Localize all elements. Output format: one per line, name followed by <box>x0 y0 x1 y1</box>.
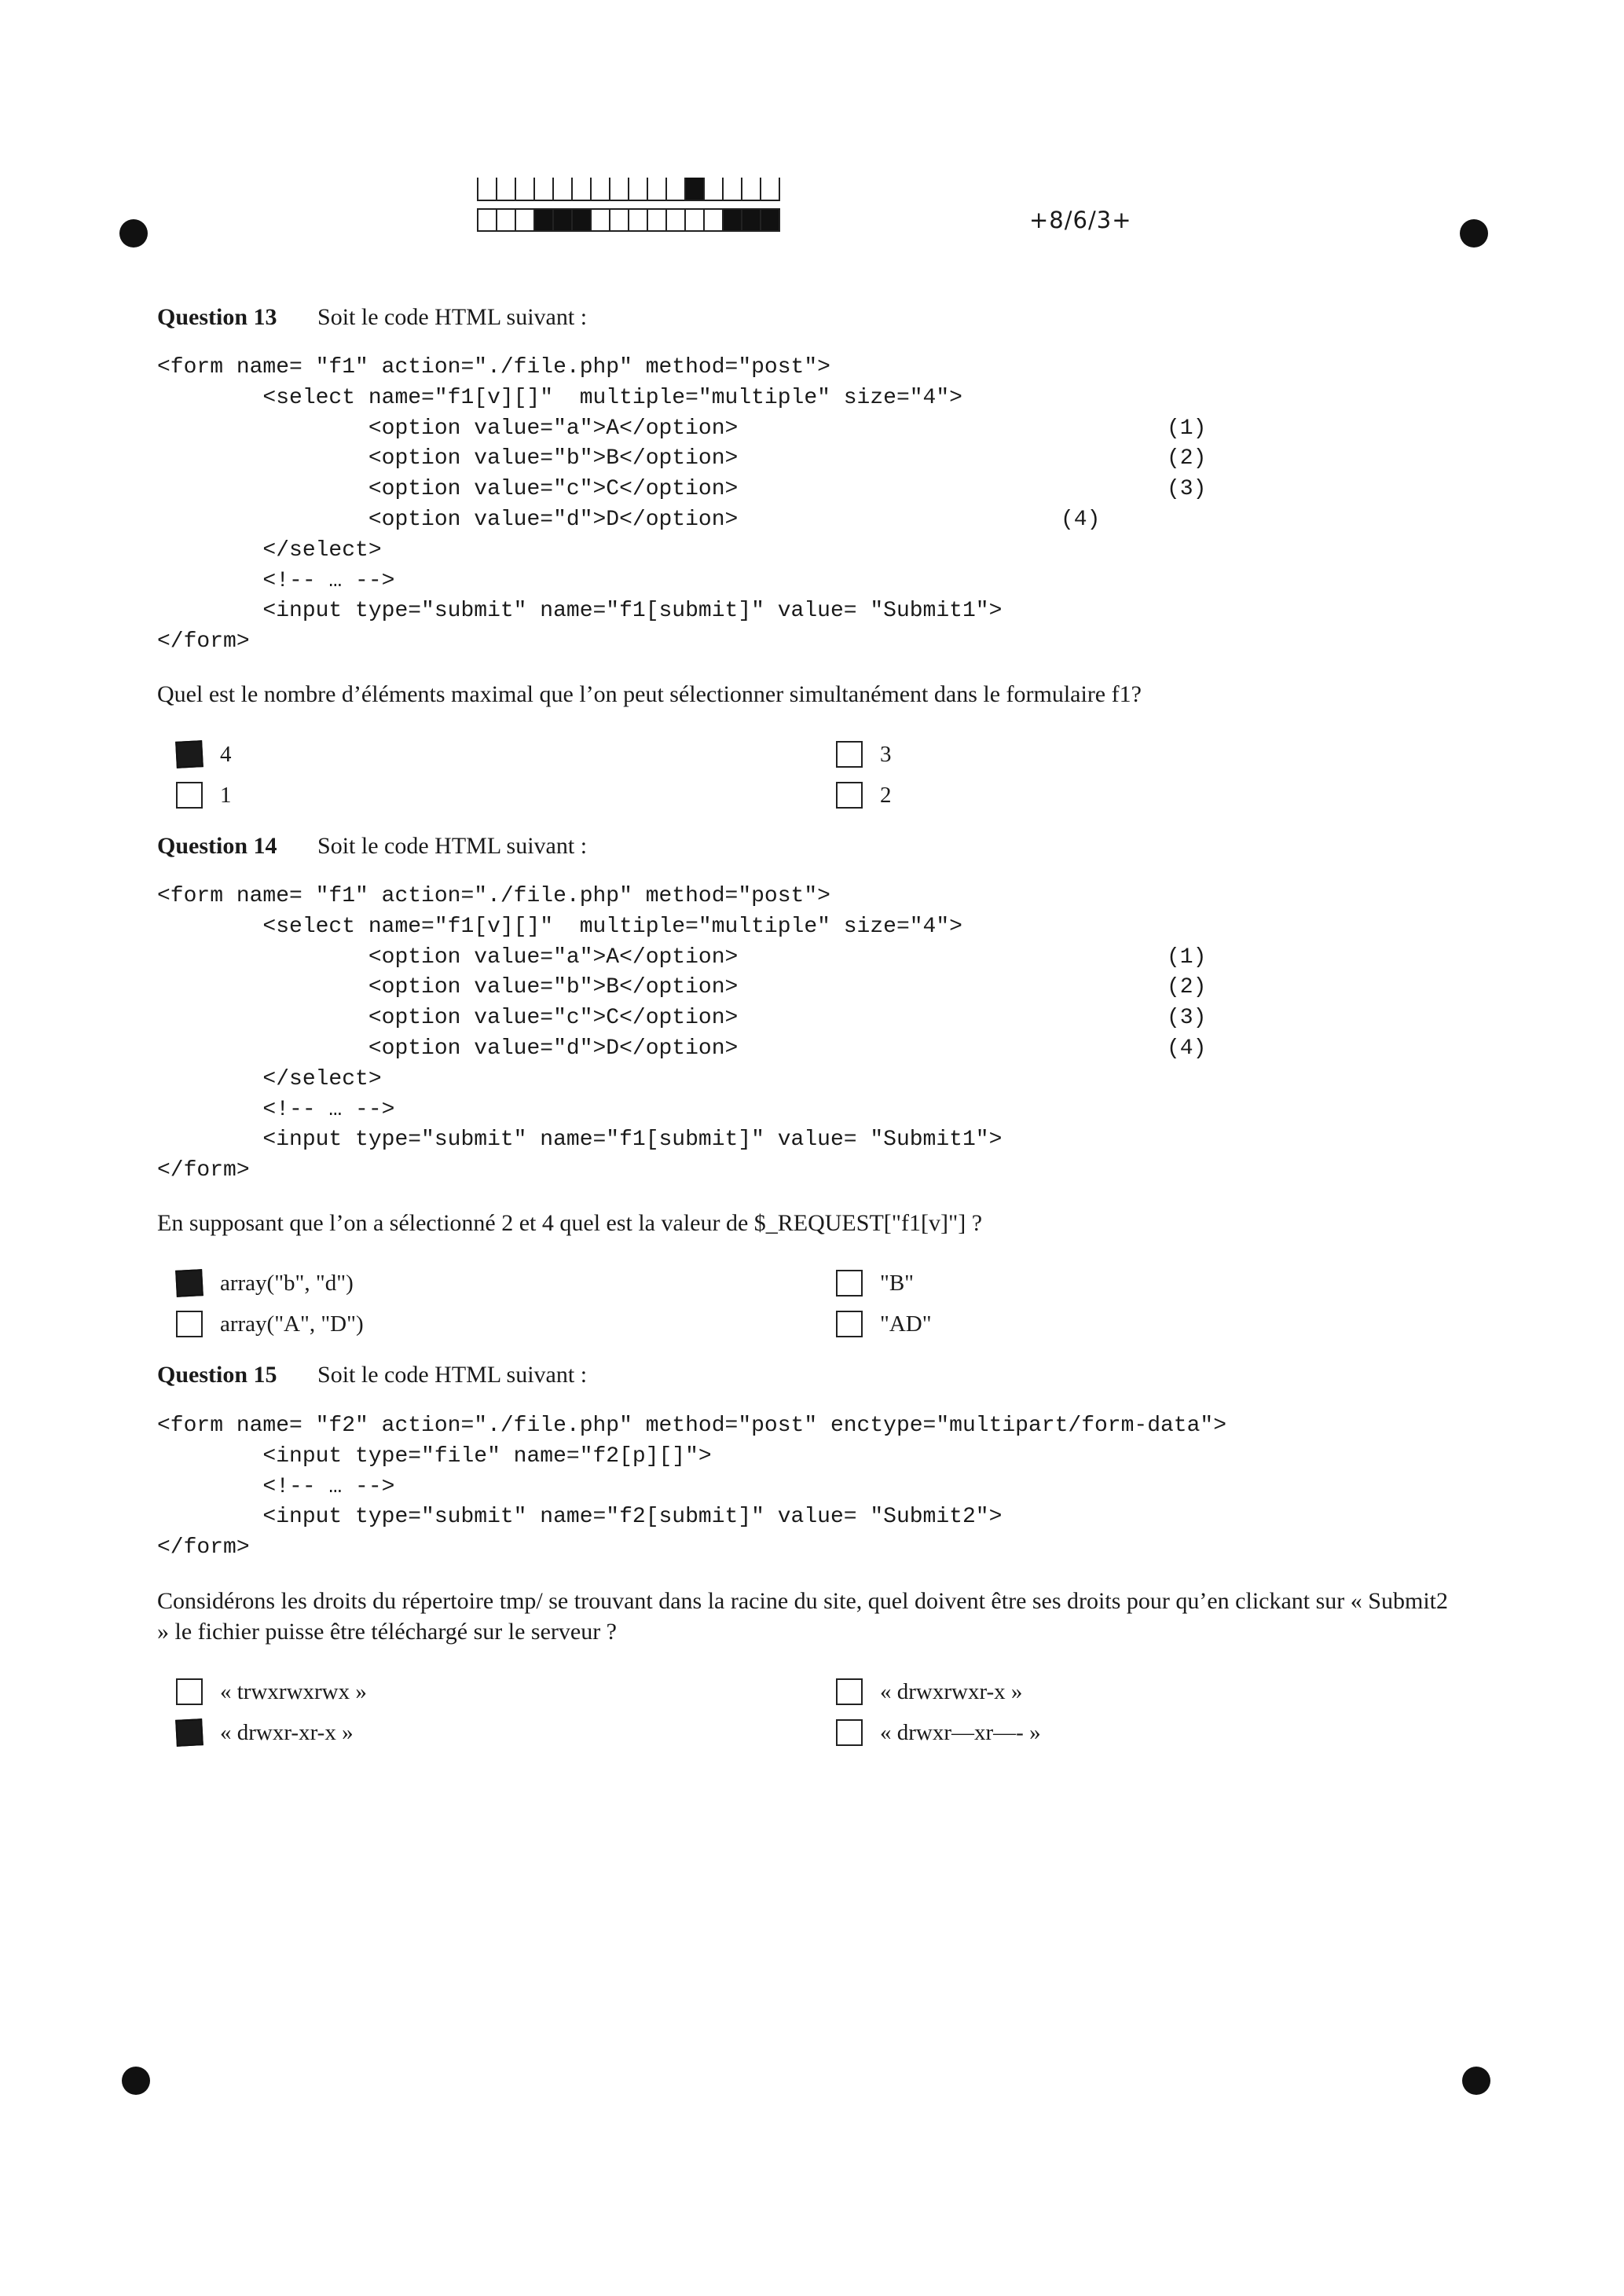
question-13-code <box>157 353 1493 658</box>
code-text: </select> <box>157 537 382 563</box>
code-line <box>157 1095 1493 1126</box>
question-15-answer-a[interactable] <box>176 1676 367 1707</box>
barcode-cell <box>647 178 667 201</box>
code-text: </form> <box>157 1158 250 1183</box>
answer-label: « drwxr—xr—- » <box>880 1719 1041 1745</box>
barcode-cell <box>533 178 554 201</box>
question-15-code <box>157 1411 1493 1564</box>
code-text: <option value="b">B</option> <box>157 446 739 471</box>
code-text: <input type="file" name="f2[p][]"> <box>157 1443 712 1469</box>
barcode-cell <box>628 178 648 201</box>
code-text: <option value="d">D</option> <box>157 507 739 532</box>
code-text: <select name="f1[v][]" multiple="multiple" size="4"> <box>157 385 962 410</box>
question-14-answer-c[interactable] <box>176 1308 364 1340</box>
code-text: <input type="submit" name="f2[submit]" value= "Submit2"> <box>157 1505 1003 1530</box>
code-line <box>157 596 1493 627</box>
code-line <box>157 1125 1493 1156</box>
answer-label: "AD" <box>880 1311 932 1337</box>
code-line <box>157 1473 1493 1503</box>
question-15-answer-c[interactable] <box>176 1717 354 1748</box>
barcode-cell <box>703 208 724 232</box>
code-line <box>157 912 1493 943</box>
question-15-answer-b[interactable] <box>836 1676 1022 1707</box>
code-text: <option value="b">B</option> <box>157 975 739 1000</box>
code-text: <option value="d">D</option> <box>157 1036 739 1061</box>
code-line <box>157 1502 1493 1533</box>
barcode-cell <box>760 208 780 232</box>
checkbox[interactable] <box>176 1678 203 1705</box>
barcode-cell <box>552 208 573 232</box>
answer-label: « trwxrwxrwx » <box>220 1678 367 1704</box>
code-text: <select name="f1[v][]" multiple="multiple" size="4"> <box>157 914 962 939</box>
barcode-cell <box>496 178 516 201</box>
code-text: <!-- … --> <box>157 568 395 593</box>
question-13-intro: Soit le code HTML suivant : <box>317 304 588 330</box>
barcode-cell <box>571 178 592 201</box>
barcode-cell <box>571 208 592 232</box>
barcode-cell <box>552 178 573 201</box>
code-line <box>157 383 1493 414</box>
checkbox[interactable] <box>836 1270 863 1297</box>
checkbox[interactable] <box>175 1269 203 1297</box>
code-text: <!-- … --> <box>157 1097 395 1122</box>
code-text: <input type="submit" name="f1[submit]" value= "Submit1"> <box>157 599 1003 624</box>
option-number: (4) <box>1061 507 1101 532</box>
registration-dot-top-left <box>119 219 148 248</box>
question-15-label: Question 15 <box>157 1362 277 1388</box>
barcode-cell <box>741 178 761 201</box>
checkbox[interactable] <box>836 782 863 809</box>
code-text: <!-- … --> <box>157 1474 395 1499</box>
barcode-cell <box>647 208 667 232</box>
barcode-cell <box>533 208 554 232</box>
registration-dot-bottom-right <box>1462 2067 1490 2095</box>
barcode-cell <box>665 208 686 232</box>
code-line <box>157 1034 1493 1065</box>
question-14-label: Question 14 <box>157 833 277 859</box>
question-15-answer-d[interactable] <box>836 1717 1041 1748</box>
code-line <box>157 536 1493 567</box>
checkbox[interactable] <box>176 1311 203 1337</box>
barcode-cell <box>703 178 724 201</box>
code-text: </select> <box>157 1066 382 1091</box>
option-number: (1) <box>1167 944 1207 970</box>
code-line <box>157 1442 1493 1473</box>
code-text: <form name= "f2" action="./file.php" method="post" enctype="multipart/form-data"> <box>157 1414 1227 1438</box>
barcode-cell <box>722 178 742 201</box>
checkbox[interactable] <box>836 1719 863 1746</box>
code-line <box>157 414 1493 445</box>
option-number: (1) <box>1167 416 1207 441</box>
question-14-prompt: En supposant que l’on a sélectionné 2 et 4 quel est la valeur de $_REQUEST["f1[v]"] ? <box>157 1210 983 1236</box>
barcode-cell <box>741 208 761 232</box>
answer-label: 2 <box>880 782 892 808</box>
question-13-header <box>157 304 587 331</box>
barcode-bottom-row <box>477 208 779 232</box>
question-13-label: Question 13 <box>157 304 277 330</box>
answer-label: « drwxrwxr-x » <box>880 1678 1023 1704</box>
page-id: +8/6/3+ <box>1029 207 1132 233</box>
option-number: (3) <box>1167 1006 1207 1031</box>
code-line <box>157 1533 1493 1564</box>
answer-label: 4 <box>220 741 232 767</box>
question-13-answer-b[interactable] <box>836 739 892 770</box>
code-line <box>157 353 1493 383</box>
code-line <box>157 444 1493 475</box>
question-14-answer-a[interactable] <box>176 1267 354 1299</box>
answer-label: « drwxr-xr-x » <box>220 1719 354 1745</box>
code-line <box>157 973 1493 1003</box>
code-text: <option value="c">C</option> <box>157 477 739 502</box>
barcode-cell <box>496 208 516 232</box>
barcode-cell <box>665 178 686 201</box>
code-text: <form name= "f1" action="./file.php" method="post"> <box>157 884 830 908</box>
answer-label: 1 <box>220 782 232 808</box>
code-text: <option value="c">C</option> <box>157 1006 739 1031</box>
question-14-answer-d[interactable] <box>836 1308 932 1340</box>
question-15-header <box>157 1362 587 1388</box>
code-text: <option value="a">A</option> <box>157 416 739 441</box>
registration-dot-bottom-left <box>122 2067 150 2095</box>
code-line <box>157 505 1493 536</box>
checkbox[interactable] <box>836 741 863 768</box>
barcode-cell <box>684 178 705 201</box>
question-13-prompt: Quel est le nombre d’éléments maximal que l’on peut sélectionner simultanément dans le formulaire f1? <box>157 681 1142 707</box>
question-14-answer-b[interactable] <box>836 1267 914 1299</box>
registration-dot-top-right <box>1460 219 1488 248</box>
question-14-code <box>157 882 1493 1187</box>
barcode-cell <box>477 208 497 232</box>
code-line <box>157 1065 1493 1095</box>
option-number: (3) <box>1167 477 1207 502</box>
checkbox[interactable] <box>176 782 203 809</box>
code-line <box>157 1411 1493 1442</box>
code-line <box>157 627 1493 658</box>
code-text: </form> <box>157 629 250 655</box>
answer-label: 3 <box>880 741 892 767</box>
option-number: (2) <box>1167 446 1207 471</box>
checkbox[interactable] <box>175 740 203 768</box>
question-13-answer-a[interactable] <box>176 739 232 770</box>
option-number: (2) <box>1167 975 1207 1000</box>
answer-label: "B" <box>880 1270 915 1296</box>
question-15-intro: Soit le code HTML suivant : <box>317 1362 588 1388</box>
barcode-cell <box>628 208 648 232</box>
question-14-intro: Soit le code HTML suivant : <box>317 833 588 859</box>
barcode-cell <box>760 178 780 201</box>
barcode-cell <box>590 178 610 201</box>
code-line <box>157 943 1493 974</box>
checkbox[interactable] <box>836 1678 863 1705</box>
barcode-cell <box>722 208 742 232</box>
checkbox[interactable] <box>836 1311 863 1337</box>
code-line <box>157 567 1493 597</box>
code-line <box>157 882 1493 912</box>
code-line <box>157 1156 1493 1187</box>
code-text: <form name= "f1" action="./file.php" method="post"> <box>157 355 830 380</box>
code-line <box>157 1003 1493 1034</box>
barcode-cell <box>477 178 497 201</box>
answer-label: array("A", "D") <box>220 1311 364 1337</box>
question-15-prompt: Considérons les droits du répertoire tmp/ se trouvant dans la racine du site, quel doivent être ses droits pour qu’en clickant sur « Submit2 » le fichier puisse être téléchargé sur le serveur ? <box>157 1588 1448 1645</box>
checkbox[interactable] <box>175 1718 203 1747</box>
barcode-cell <box>609 208 629 232</box>
barcode-cell <box>515 208 535 232</box>
code-text: <option value="a">A</option> <box>157 944 739 970</box>
option-number: (4) <box>1167 1036 1207 1061</box>
barcode-top-row <box>477 178 779 201</box>
barcode-cell <box>609 178 629 201</box>
question-14-header <box>157 833 587 860</box>
answer-label: array("b", "d") <box>220 1270 354 1296</box>
barcode-cell <box>515 178 535 201</box>
code-text: </form> <box>157 1535 250 1561</box>
barcode-cell <box>590 208 610 232</box>
question-13-answer-d[interactable] <box>836 779 892 811</box>
code-line <box>157 475 1493 505</box>
question-13-answer-c[interactable] <box>176 779 232 811</box>
code-text: <input type="submit" name="f1[submit]" value= "Submit1"> <box>157 1128 1003 1153</box>
barcode-cell <box>684 208 705 232</box>
